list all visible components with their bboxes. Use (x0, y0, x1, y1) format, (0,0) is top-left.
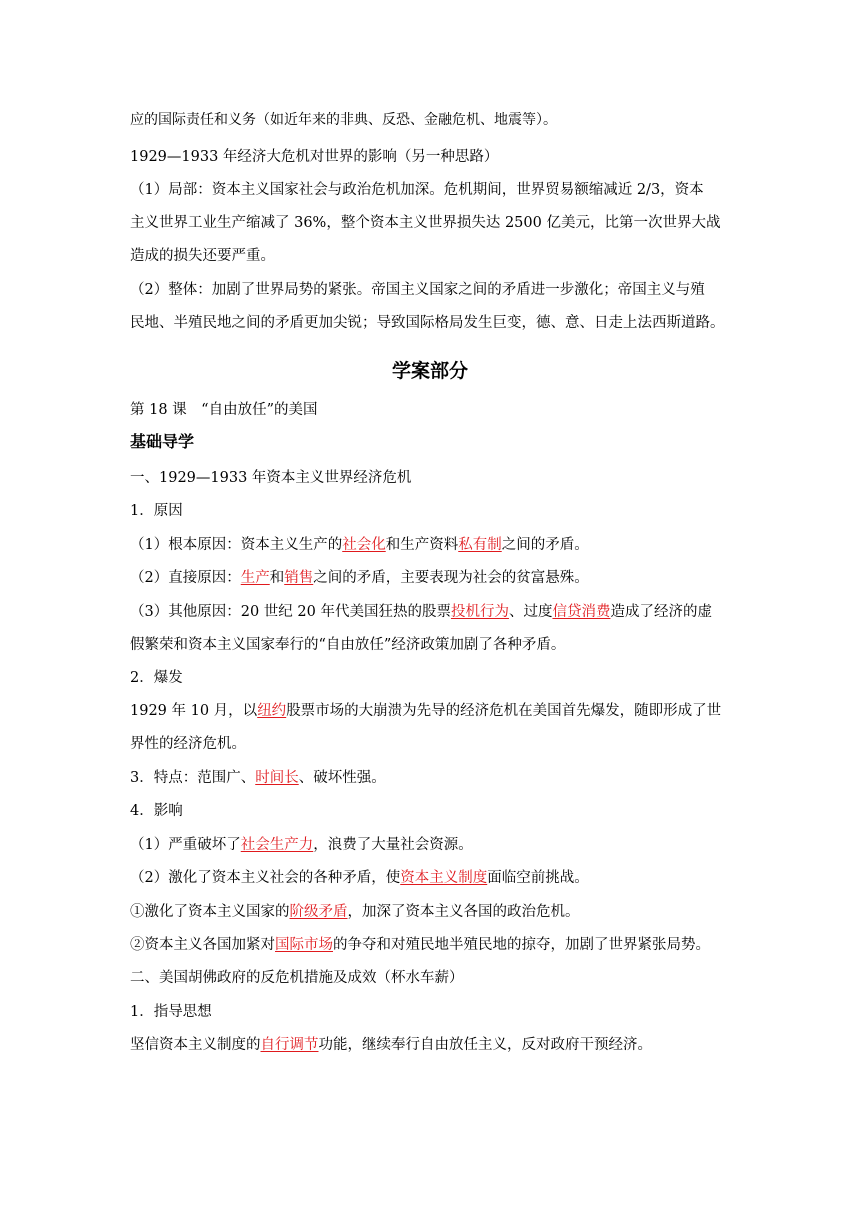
item-heading: 1．指导思想 (130, 1004, 212, 1020)
text: 的争夺和对殖民地半殖民地的掠夺，加剧了世界紧张局势。 (333, 937, 710, 953)
text: ②资本主义各国加紧对 (130, 937, 275, 953)
text-line: 1929—1933 年经济大危机对世界的影响（另一种思路） (130, 149, 499, 165)
answer-blank: 私有制 (458, 537, 502, 553)
text-line: 主义世界工业生产缩减了 36%，整个资本主义世界损失达 2500 亿美元，比第一次世界大战 (130, 215, 721, 231)
text-line: （1）局部：资本主义国家社会与政治危机加深。危机期间，世界贸易额缩减近 2/3，资本 (130, 182, 704, 198)
text: 功能，继续奉行自由放任主义，反对政府干预经济。 (318, 1037, 652, 1053)
text-line: 造成的损失还要严重。 (130, 248, 275, 264)
text-line: 界性的经济危机。 (130, 736, 246, 752)
outbreak-line (130, 701, 740, 721)
impact-line-2 (130, 868, 740, 888)
answer-blank: 销售 (284, 570, 314, 586)
text: ，加深了资本主义各国的政治危机。 (347, 904, 580, 920)
text: ①激化了资本主义国家的 (130, 904, 290, 920)
text: 、破坏性强。 (298, 770, 386, 786)
text: 、过度 (508, 604, 553, 620)
impact-line-1 (130, 835, 740, 855)
feature-line (130, 768, 740, 788)
text: 面临空前挑战。 (487, 870, 589, 886)
impact-line-3 (130, 902, 740, 922)
principle-line (130, 1035, 740, 1055)
text-line: （2）整体：加剧了世界局势的紧张。帝国主义国家之间的矛盾进一步激化；帝国主义与殖 (130, 282, 705, 298)
heading-1: 一、1929—1933 年资本主义世界经济危机 (130, 470, 412, 486)
text: （1）根本原因：资本主义生产的 (130, 537, 343, 553)
text: 和 (269, 570, 285, 586)
item-heading: 1．原因 (130, 503, 183, 519)
impact-line-4 (130, 935, 740, 955)
text: 3．特点：范围广、 (130, 770, 256, 786)
text-line: 应的国际责任和义务（如近年来的非典、反恐、金融危机、地震等）。 (130, 112, 557, 128)
text: 之间的矛盾，主要表现为社会的贫富悬殊。 (313, 570, 589, 586)
text-line: 假繁荣和资本主义国家奉行的“自由放任”经济政策加剧了各种矛盾。 (130, 637, 566, 653)
answer-blank: 社会化 (342, 537, 386, 553)
answer-blank: 社会生产力 (240, 837, 314, 853)
answer-blank: 自行调节 (260, 1037, 319, 1053)
text-line: 民地、半殖民地之间的矛盾更加尖锐；导致国际格局发生巨变，德、意、日走上法西斯道路。 (130, 315, 725, 331)
text: 坚信资本主义制度的 (130, 1037, 261, 1053)
answer-blank: 时间长 (255, 770, 299, 786)
text: ，浪费了大量社会资源。 (313, 837, 473, 853)
answer-blank: 生产 (240, 570, 270, 586)
answer-blank: 国际市场 (275, 937, 333, 953)
text: （2）直接原因： (130, 570, 241, 586)
item-heading: 2．爆发 (130, 670, 183, 686)
section-title: 学案部分 (391, 360, 468, 382)
answer-blank: 纽约 (257, 703, 287, 719)
text: 之间的矛盾。 (501, 537, 589, 553)
text: 和生产资料 (385, 537, 459, 553)
cause-line-1 (130, 535, 740, 555)
answer-blank: 阶级矛盾 (289, 904, 348, 920)
subsection-heading: 基础导学 (130, 432, 195, 451)
text: 股票市场的大崩溃为先导的经济危机在美国首先爆发，随即形成了世 (286, 703, 722, 719)
lesson-title: 第 18 课 “自由放任”的美国 (130, 402, 318, 418)
cause-line-3 (130, 602, 740, 622)
text: （1）严重破坏了 (130, 837, 241, 853)
text: （3）其他原因：20 世纪 20 年代美国狂热的股票 (130, 604, 451, 620)
cause-line-2 (130, 568, 740, 588)
item-heading: 4．影响 (130, 803, 183, 819)
answer-blank: 投机行为 (450, 604, 509, 620)
heading-2: 二、美国胡佛政府的反危机措施及成效（杯水车薪） (130, 970, 464, 986)
text: （2）激化了资本主义社会的各种矛盾，使 (130, 870, 401, 886)
text: 造成了经济的虚 (610, 604, 712, 620)
text: 1929 年 10 月，以 (130, 703, 258, 719)
answer-blank: 信贷消费 (552, 604, 611, 620)
answer-blank: 资本主义制度 (400, 870, 488, 886)
